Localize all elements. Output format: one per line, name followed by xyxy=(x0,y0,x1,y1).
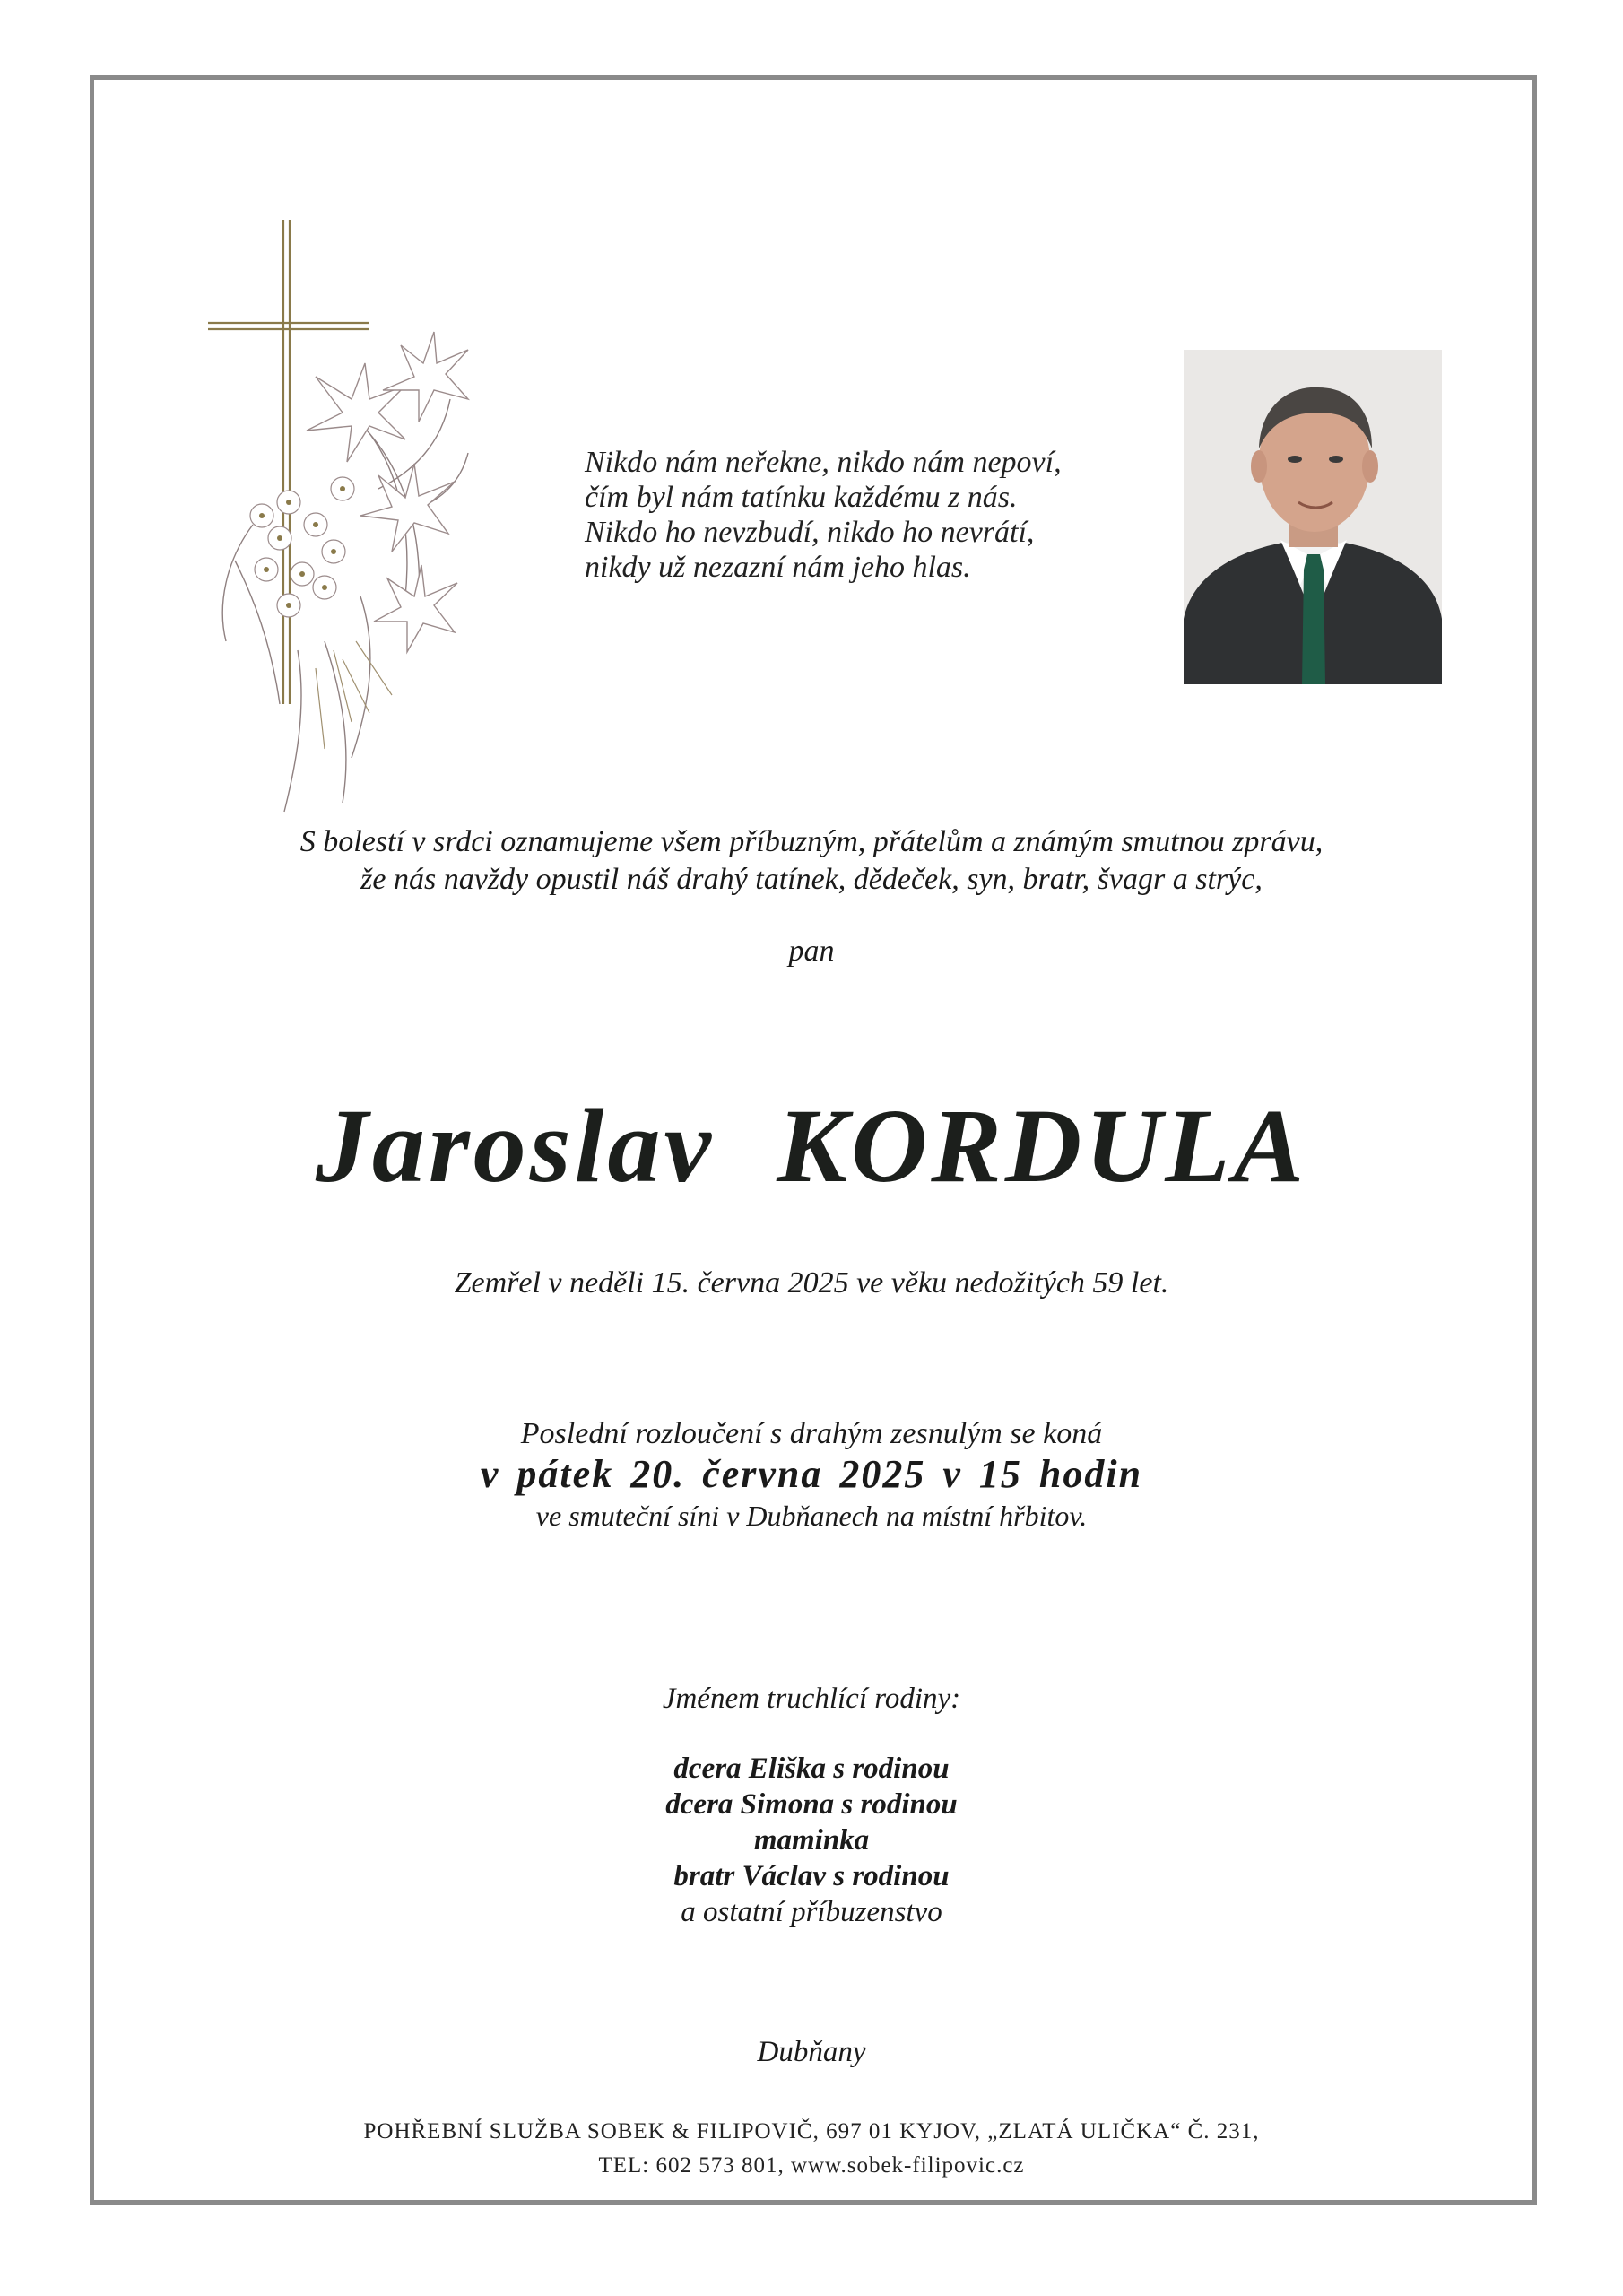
town: Dubňany xyxy=(757,2036,866,2068)
announcement xyxy=(0,823,1623,899)
family-member: maminka xyxy=(753,1824,870,1857)
announcement-line: že nás navždy opustil náš drahý tatínek, dědeček, syn, bratr, švagr a strýc, xyxy=(360,863,1263,896)
funeral-service-footer xyxy=(0,2115,1623,2183)
poem-line: nikdy už nezazní nám jeho hlas. xyxy=(585,551,971,584)
announcement-line: S bolestí v srdci oznamujeme všem příbuzným, přátelům a známým smutnou zprávu, xyxy=(299,825,1324,858)
portrait-photo xyxy=(1184,350,1442,684)
poem-line: Nikdo ho nevzbudí, nikdo ho nevrátí, xyxy=(585,516,1035,549)
death-notice: Zemřel v neděli 15. června 2025 ve věku nedožitých 59 let. xyxy=(454,1266,1169,1300)
salutation: pan xyxy=(788,935,835,968)
farewell-time: v pátek 20. června 2025 v 15 hodin xyxy=(480,1452,1143,1496)
family-member: dcera Simona s rodinou xyxy=(665,1788,958,1821)
farewell-place: ve smuteční síni v Dubňanech na místní hřbitov. xyxy=(535,1500,1088,1532)
cross-with-lilies-icon xyxy=(199,220,522,821)
family-member: bratr Václav s rodinou xyxy=(673,1860,950,1892)
family-intro: Jménem truchlící rodiny: xyxy=(662,1683,961,1715)
poem-line: Nikdo nám neřekne, nikdo nám nepoví, xyxy=(585,446,1062,479)
poem xyxy=(585,445,1194,585)
farewell-intro: Poslední rozloučení s drahým zesnulým se koná xyxy=(520,1417,1103,1450)
family-list xyxy=(0,1751,1623,1930)
footer-contact: TEL: 602 573 801, www.sobek-filipovic.cz xyxy=(598,2153,1025,2178)
poem-line: čím byl nám tatínku každému z nás. xyxy=(585,481,1018,514)
footer-address: POHŘEBNÍ SLUŽBA SOBEK & FILIPOVIČ, 697 01 KYJOV, „ZLATÁ ULIČKA“ Č. 231, xyxy=(363,2119,1260,2144)
surname: KORDULA xyxy=(777,1087,1308,1205)
family-others: a ostatní příbuzenstvo xyxy=(681,1896,942,1928)
first-name: Jaroslav xyxy=(315,1087,715,1205)
family-member: dcera Eliška s rodinou xyxy=(673,1752,950,1785)
deceased-name xyxy=(0,1085,1623,1207)
